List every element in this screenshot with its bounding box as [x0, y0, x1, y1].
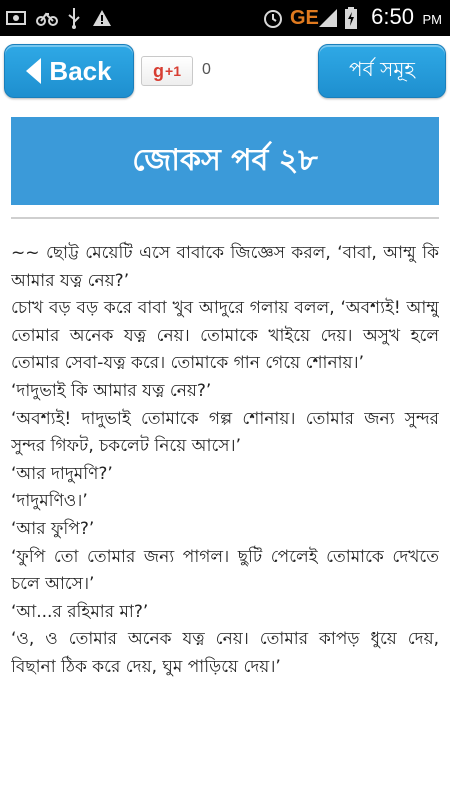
content-paragraph: ~~ ছোট্ট মেয়েটি এসে বাবাকে জিজ্ঞেস করল, ‘বাবা, আম্মু কি আমার যত্ন নেয়?’: [11, 243, 439, 291]
back-arrow-icon: [26, 58, 41, 84]
clock-ampm: PM: [422, 12, 442, 27]
status-bar: [0, 0, 450, 36]
clock-time: 6:50: [371, 4, 414, 29]
content-paragraph: ‘ও, ও তোমার অনেক যত্ন নেয়। তোমার কাপড় ধুয়ে দেয়, বিছানা ঠিক করে দেয়, ঘুম পাড়িয়ে দেয়।’: [11, 629, 439, 677]
episodes-button[interactable]: [318, 44, 446, 98]
network-ge-icon: GE: [290, 6, 319, 29]
warning-icon: [92, 6, 112, 30]
divider: [11, 217, 439, 219]
content-paragraph: ‘আ...র রহিমার মা?’: [11, 601, 149, 622]
alarm-icon: [262, 6, 284, 30]
signal-icon: [318, 6, 338, 30]
battery-charging-icon: [344, 6, 358, 30]
back-button[interactable]: [4, 44, 134, 98]
google-plus-icon: g: [153, 60, 165, 81]
content-paragraph: ‘ফুপি তো তোমার জন্য পাগল। ছুটি পেলেই তোমাকে দেখতে চলে আসে।’: [11, 546, 439, 595]
content-paragraph: ‘দাদুমণিও।’: [11, 491, 88, 512]
google-plus-one-button[interactable]: [141, 56, 193, 86]
joke-content[interactable]: [11, 240, 439, 732]
content-paragraph: ‘আর দাদুমণি?’: [11, 463, 113, 484]
cycling-icon: [36, 6, 58, 30]
photo-icon: [6, 6, 26, 30]
content-paragraph: ‘আর ফুপি?’: [11, 518, 95, 539]
back-button-label: Back: [49, 55, 112, 86]
page-title: জোকস পর্ব ২৮: [132, 142, 318, 178]
usb-icon: [66, 6, 82, 30]
google-plus-label: +1: [165, 63, 181, 79]
episodes-button-label: পর্ব সমূহ: [349, 56, 415, 81]
content-paragraph: চোখ বড় বড় করে বাবা খুব আদুরে গলায় বলল, ‘অবশ্যই! আম্মু তোমার অনেক যত্ন নেয়। তোমাকে খাইয়ে দেয়। অসুখ হলে তোমার সেবা-যত্ন করে। তোমাকে গান গেয়ে শোনায়।’: [11, 298, 439, 374]
content-paragraph: ‘দাদুভাই কি আমার যত্ন নেয়?’: [11, 380, 212, 401]
title-banner: [11, 117, 439, 205]
content-paragraph: ‘অবশ্যই! দাদুভাই তোমাকে গল্প শোনায়। তোমার জন্য সুন্দর সুন্দর গিফট, চকলেট নিয়ে আসে।’: [11, 408, 439, 457]
google-plus-count: 0: [202, 61, 211, 78]
